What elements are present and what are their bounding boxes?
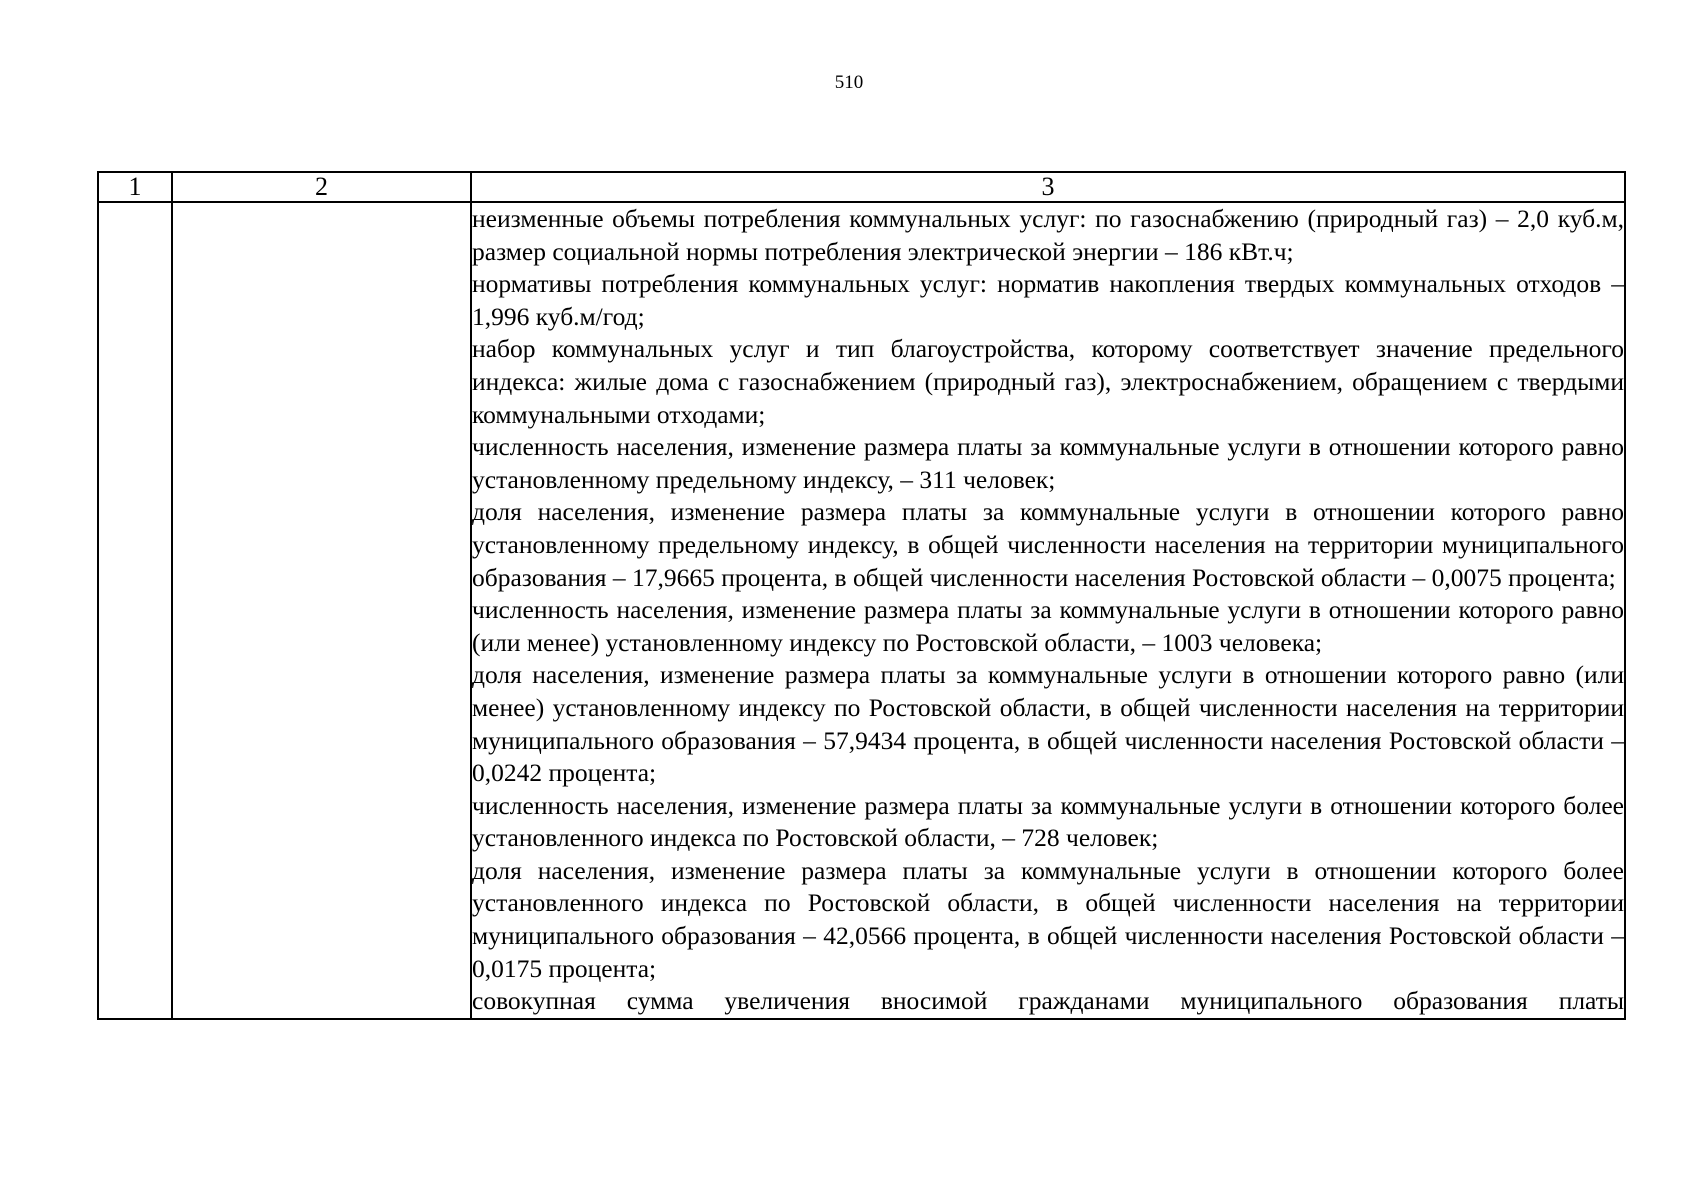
column-3-cell (471, 202, 1625, 1019)
paragraph-share-more: доля населения, изменение размера платы за коммунальные услуги в отношении которого более установленного индекса по Ростовской области, в общей численности населения на территории муниципального образования – 42,0566 процента, в общей численности населения Ростовской области – 0,0175 процента; (472, 855, 1624, 983)
column-header-2: 2 (172, 172, 471, 202)
page-number: 510 (834, 72, 864, 93)
column-header-1: 1 (98, 172, 172, 202)
column-2-cell (172, 202, 471, 1019)
paragraph-services-set: набор коммунальных услуг и тип благоустройства, которому соответствует значение предельного индекса: жилые дома с газоснабжением (природный газ), электроснабжением, обращением с твердыми коммунальными отходами; (472, 334, 1624, 429)
paragraph-share-equal-limit: доля населения, изменение размера платы за коммунальные услуги в отношении которого равно установленному предельному индексу, в общей численности населения на территории муниципального образования – 17,9665 процента, в общей численности населения Ростовской области – 0,0075 процента; (472, 497, 1624, 592)
paragraph-total-increase: совокупная сумма увеличения вносимой гражданами муниципального образования платы (472, 986, 1624, 1016)
paragraph-share-equal-or-less: доля населения, изменение размера платы за коммунальные услуги в отношении которого равно (или менее) установленному индексу по Ростовской области, в общей численности населения на территории муниципального образования – 57,9434 процента, в общей численности населения Ростовской области – 0,0242 процента; (472, 660, 1624, 788)
paragraph-population-more: численность населения, изменение размера платы за коммунальные услуги в отношении которого более установленного индекса по Ростовской области, – 728 человек; (472, 790, 1624, 853)
document-table (97, 171, 1626, 1020)
column-1-cell (98, 202, 172, 1019)
column-header-3: 3 (471, 172, 1625, 202)
paragraph-consumption-norms: нормативы потребления коммунальных услуг: норматив накопления твердых коммунальных отходов – 1,996 куб.м/год; (472, 269, 1624, 331)
paragraph-population-equal-limit: численность населения, изменение размера платы за коммунальные услуги в отношении которого равно установленному предельному индексу, – 311 человек; (472, 432, 1624, 494)
paragraph-population-equal-or-less: численность населения, изменение размера платы за коммунальные услуги в отношении которого равно (или менее) установленному индексу по Ростовской области, – 1003 человека; (472, 595, 1624, 657)
paragraph-gas-consumption: неизменные объемы потребления коммунальных услуг: по газоснабжению (природный газ) – 2,0 куб.м, размер социальной нормы потребления электрической энергии – 186 кВт.ч; (472, 204, 1624, 266)
table-row (98, 202, 1625, 1019)
table-header-row (98, 172, 1625, 202)
